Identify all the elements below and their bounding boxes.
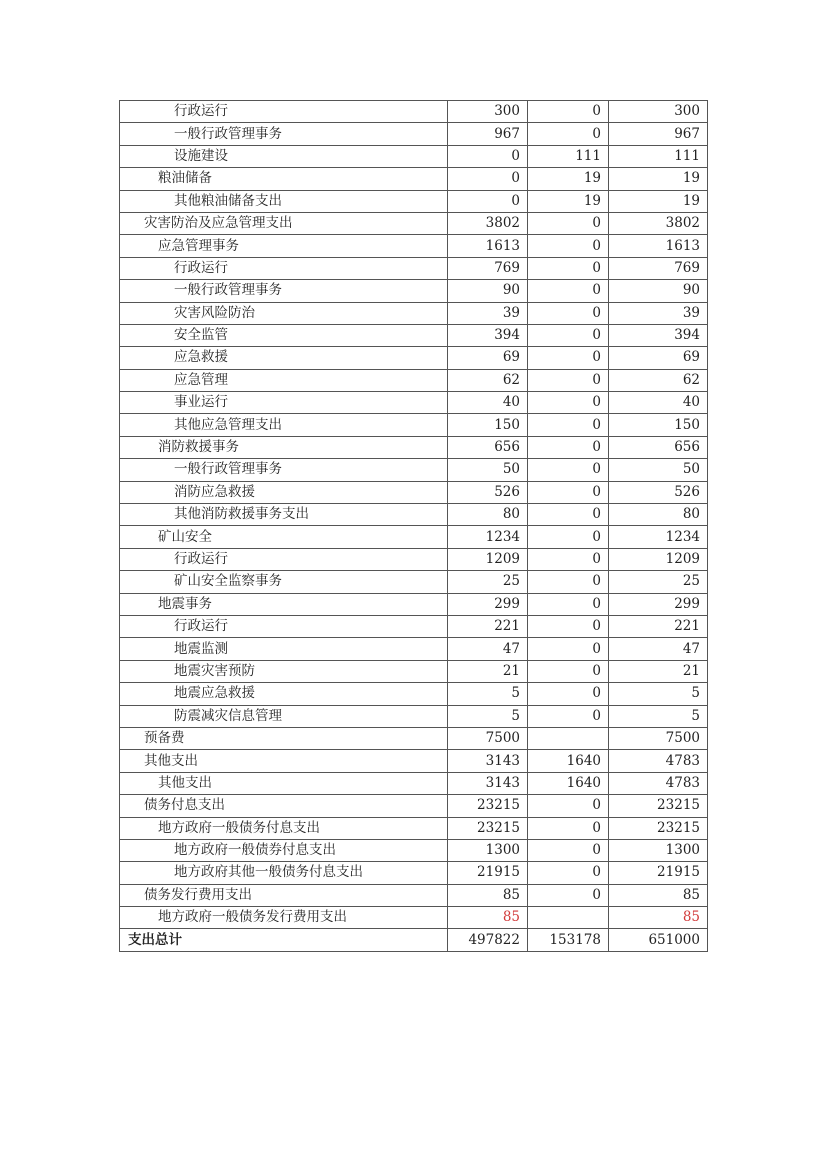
row-value-col2: 0 [528,593,609,615]
table-body [120,101,708,929]
table-row [120,235,708,257]
row-value-col1: 0 [448,190,528,212]
row-value-col1: 62 [448,369,528,391]
table-row [120,750,708,772]
row-item-name: 行政运行 [120,615,448,637]
row-value-col2: 0 [528,414,609,436]
row-value-col1: 300 [448,101,528,123]
row-value-col1: 526 [448,481,528,503]
row-value-col3: 19 [609,190,708,212]
row-value-col3: 526 [609,481,708,503]
row-value-col1: 40 [448,392,528,414]
row-value-col1: 85 [448,907,528,929]
table-row [120,280,708,302]
row-value-col1: 1300 [448,839,528,861]
row-value-col3: 1234 [609,526,708,548]
total-col2: 153178 [528,929,609,951]
row-item-name: 预备费 [120,727,448,749]
row-value-col3: 85 [609,907,708,929]
row-value-col1: 0 [448,145,528,167]
row-value-col1: 69 [448,347,528,369]
row-value-col2: 0 [528,369,609,391]
row-value-col1: 5 [448,683,528,705]
row-item-name: 地方政府一般债务付息支出 [120,817,448,839]
row-value-col1: 23215 [448,795,528,817]
table-row [120,459,708,481]
table-row [120,101,708,123]
row-value-col2: 0 [528,481,609,503]
row-item-name: 安全监管 [120,324,448,346]
row-value-col3: 23215 [609,817,708,839]
row-value-col3: 769 [609,257,708,279]
table-row [120,436,708,458]
row-item-name: 一般行政管理事务 [120,459,448,481]
row-value-col1: 5 [448,705,528,727]
row-value-col2: 0 [528,280,609,302]
row-item-name: 灾害风险防治 [120,302,448,324]
table-row [120,347,708,369]
row-value-col1: 967 [448,123,528,145]
row-value-col2: 0 [528,212,609,234]
row-item-name: 灾害防治及应急管理支出 [120,212,448,234]
row-value-col2: 19 [528,190,609,212]
table-row [120,638,708,660]
row-value-col2: 0 [528,436,609,458]
row-value-col2: 0 [528,526,609,548]
row-item-name: 其他支出 [120,750,448,772]
row-item-name: 应急管理事务 [120,235,448,257]
row-item-name: 矿山安全监察事务 [120,571,448,593]
row-value-col1: 1209 [448,548,528,570]
row-item-name: 应急救援 [120,347,448,369]
row-value-col2: 0 [528,504,609,526]
row-value-col1: 150 [448,414,528,436]
row-value-col2: 0 [528,257,609,279]
row-value-col3: 394 [609,324,708,346]
row-value-col2: 0 [528,839,609,861]
table-row [120,190,708,212]
row-value-col2: 0 [528,347,609,369]
row-value-col2: 0 [528,638,609,660]
row-value-col1: 3143 [448,772,528,794]
row-item-name: 债务付息支出 [120,795,448,817]
row-item-name: 地方政府一般债务发行费用支出 [120,907,448,929]
row-item-name: 矿山安全 [120,526,448,548]
row-item-name: 设施建设 [120,145,448,167]
table-row [120,571,708,593]
row-value-col1: 221 [448,615,528,637]
row-value-col1: 299 [448,593,528,615]
table-row [120,862,708,884]
row-item-name: 其他应急管理支出 [120,414,448,436]
table-row [120,526,708,548]
row-value-col3: 967 [609,123,708,145]
table-row [120,772,708,794]
table-row [120,593,708,615]
row-value-col3: 62 [609,369,708,391]
row-value-col2: 0 [528,795,609,817]
row-value-col1: 656 [448,436,528,458]
total-col3: 651000 [609,929,708,951]
table-row [120,123,708,145]
row-value-col3: 4783 [609,772,708,794]
table-row [120,369,708,391]
row-value-col1: 23215 [448,817,528,839]
row-value-col1: 3143 [448,750,528,772]
row-value-col1: 1234 [448,526,528,548]
table-row [120,884,708,906]
row-value-col3: 5 [609,705,708,727]
table-row [120,839,708,861]
row-value-col3: 656 [609,436,708,458]
table-row [120,615,708,637]
table-row [120,795,708,817]
row-value-col3: 221 [609,615,708,637]
row-value-col2: 0 [528,615,609,637]
row-value-col3: 150 [609,414,708,436]
table-row [120,414,708,436]
row-value-col3: 3802 [609,212,708,234]
row-item-name: 应急管理 [120,369,448,391]
row-item-name: 行政运行 [120,257,448,279]
row-value-col3: 19 [609,168,708,190]
row-value-col2: 0 [528,705,609,727]
row-value-col1: 7500 [448,727,528,749]
row-value-col1: 25 [448,571,528,593]
row-value-col1: 0 [448,168,528,190]
row-value-col3: 1613 [609,235,708,257]
table-row [120,705,708,727]
row-item-name: 消防救援事务 [120,436,448,458]
row-value-col3: 47 [609,638,708,660]
total-row [120,929,708,951]
row-value-col1: 85 [448,884,528,906]
row-item-name: 行政运行 [120,101,448,123]
row-value-col3: 1209 [609,548,708,570]
row-value-col2: 0 [528,884,609,906]
row-value-col3: 50 [609,459,708,481]
row-item-name: 防震减灾信息管理 [120,705,448,727]
row-item-name: 事业运行 [120,392,448,414]
row-item-name: 地震事务 [120,593,448,615]
row-item-name: 债务发行费用支出 [120,884,448,906]
row-value-col2: 0 [528,235,609,257]
row-value-col3: 5 [609,683,708,705]
row-item-name: 粮油储备 [120,168,448,190]
row-item-name: 行政运行 [120,548,448,570]
row-item-name: 一般行政管理事务 [120,280,448,302]
row-item-name: 地方政府其他一般债务付息支出 [120,862,448,884]
row-item-name: 一般行政管理事务 [120,123,448,145]
row-value-col1: 21915 [448,862,528,884]
row-value-col1: 47 [448,638,528,660]
row-value-col2: 0 [528,101,609,123]
row-value-col3: 111 [609,145,708,167]
row-value-col3: 7500 [609,727,708,749]
total-col1: 497822 [448,929,528,951]
row-value-col3: 40 [609,392,708,414]
row-value-col3: 69 [609,347,708,369]
row-value-col2: 0 [528,571,609,593]
row-item-name: 其他消防救援事务支出 [120,504,448,526]
row-value-col2: 0 [528,123,609,145]
table-row [120,257,708,279]
row-value-col2: 0 [528,548,609,570]
row-value-col3: 25 [609,571,708,593]
row-value-col1: 394 [448,324,528,346]
row-value-col3: 21 [609,660,708,682]
row-value-col3: 300 [609,101,708,123]
table-row [120,660,708,682]
row-item-name: 地方政府一般债券付息支出 [120,839,448,861]
row-value-col3: 299 [609,593,708,615]
row-value-col3: 80 [609,504,708,526]
row-value-col3: 23215 [609,795,708,817]
table-row [120,817,708,839]
row-value-col2: 0 [528,660,609,682]
table-row [120,907,708,929]
table-row [120,145,708,167]
row-value-col2: 0 [528,459,609,481]
row-value-col2: 111 [528,145,609,167]
row-value-col2: 0 [528,817,609,839]
row-value-col2 [528,907,609,929]
row-value-col1: 50 [448,459,528,481]
row-value-col1: 3802 [448,212,528,234]
table-row [120,683,708,705]
row-item-name: 消防应急救援 [120,481,448,503]
expenditure-table [119,100,708,952]
row-value-col2: 0 [528,392,609,414]
table-row [120,324,708,346]
row-value-col3: 1300 [609,839,708,861]
table-row [120,392,708,414]
row-value-col1: 1613 [448,235,528,257]
row-value-col2: 0 [528,302,609,324]
row-value-col2: 0 [528,324,609,346]
row-item-name: 地震灾害预防 [120,660,448,682]
total-label: 支出总计 [120,929,448,951]
table-row [120,548,708,570]
row-item-name: 地震监测 [120,638,448,660]
row-item-name: 其他粮油储备支出 [120,190,448,212]
row-value-col2: 0 [528,862,609,884]
row-value-col3: 90 [609,280,708,302]
row-value-col1: 80 [448,504,528,526]
row-value-col2 [528,727,609,749]
table-row [120,302,708,324]
row-value-col2: 1640 [528,750,609,772]
row-value-col1: 21 [448,660,528,682]
table-row [120,481,708,503]
table-row [120,727,708,749]
table-row [120,212,708,234]
row-value-col3: 39 [609,302,708,324]
row-value-col2: 1640 [528,772,609,794]
row-value-col3: 4783 [609,750,708,772]
row-item-name: 其他支出 [120,772,448,794]
row-value-col3: 21915 [609,862,708,884]
row-item-name: 地震应急救援 [120,683,448,705]
row-value-col3: 85 [609,884,708,906]
row-value-col2: 0 [528,683,609,705]
row-value-col2: 19 [528,168,609,190]
table-row [120,168,708,190]
table-row [120,504,708,526]
row-value-col1: 90 [448,280,528,302]
row-value-col1: 769 [448,257,528,279]
row-value-col1: 39 [448,302,528,324]
